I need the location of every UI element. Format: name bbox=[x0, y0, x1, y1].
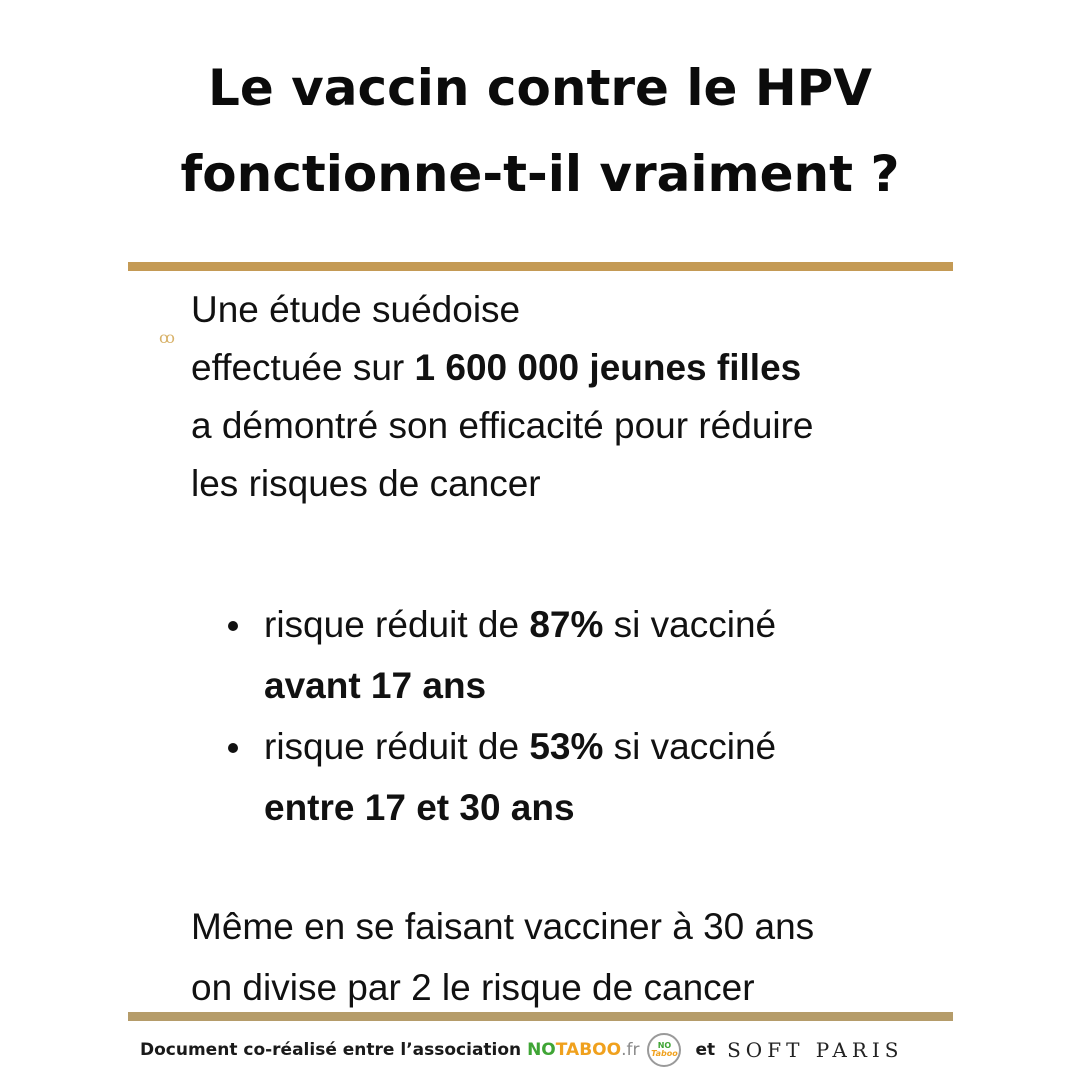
conclusion-paragraph bbox=[191, 896, 951, 1018]
flourish-icon: ꝏ bbox=[159, 328, 175, 347]
bullet-2-pre: risque réduit de bbox=[264, 726, 530, 767]
intro-line-1: Une étude suédoise bbox=[191, 289, 521, 330]
footer-prefix: Document co-réalisé entre l’association bbox=[140, 1040, 522, 1060]
brand-taboo: TABOO bbox=[555, 1040, 622, 1060]
intro-line-2 bbox=[191, 339, 951, 397]
top-divider bbox=[128, 262, 953, 271]
title-line-2: fonctionne-t-il vraiment ? bbox=[180, 145, 900, 203]
notaboo-link[interactable] bbox=[527, 1040, 639, 1060]
bullet-1-age: avant 17 ans bbox=[264, 665, 487, 706]
risk-list bbox=[228, 594, 928, 838]
bullet-1-mid: si vacciné bbox=[603, 604, 777, 645]
soft-paris-logo: SOFT PARIS bbox=[727, 1038, 904, 1062]
conclusion-line-1: Même en se faisant vacciner à 30 ans bbox=[191, 906, 815, 947]
bullet-2-mid: si vacciné bbox=[603, 726, 777, 767]
bullet-2-age: entre 17 et 30 ans bbox=[264, 787, 575, 828]
footer-credits bbox=[140, 1030, 945, 1070]
brand-no: NO bbox=[527, 1040, 556, 1060]
footer-joiner: et bbox=[695, 1040, 716, 1060]
bullet-1-pct: 87% bbox=[529, 604, 604, 645]
conclusion-line-2: on divise par 2 le risque de cancer bbox=[191, 967, 755, 1008]
bottom-divider bbox=[128, 1012, 953, 1021]
notaboo-logo-icon: NO Taboo bbox=[647, 1033, 681, 1067]
bullet-2-pct: 53% bbox=[529, 726, 604, 767]
title-line-1: Le vaccin contre le HPV bbox=[207, 59, 873, 117]
list-item bbox=[228, 594, 928, 716]
intro-line-3: a démontré son efficacité pour réduire bbox=[191, 405, 814, 446]
intro-line-2-pre: effectuée sur bbox=[191, 347, 415, 388]
intro-line-4: les risques de cancer bbox=[191, 463, 541, 504]
sample-size: 1 600 000 jeunes filles bbox=[414, 347, 802, 388]
list-item bbox=[228, 716, 928, 838]
brand-tld: .fr bbox=[621, 1040, 640, 1060]
bullet-1-pre: risque réduit de bbox=[264, 604, 530, 645]
intro-paragraph bbox=[191, 281, 951, 513]
